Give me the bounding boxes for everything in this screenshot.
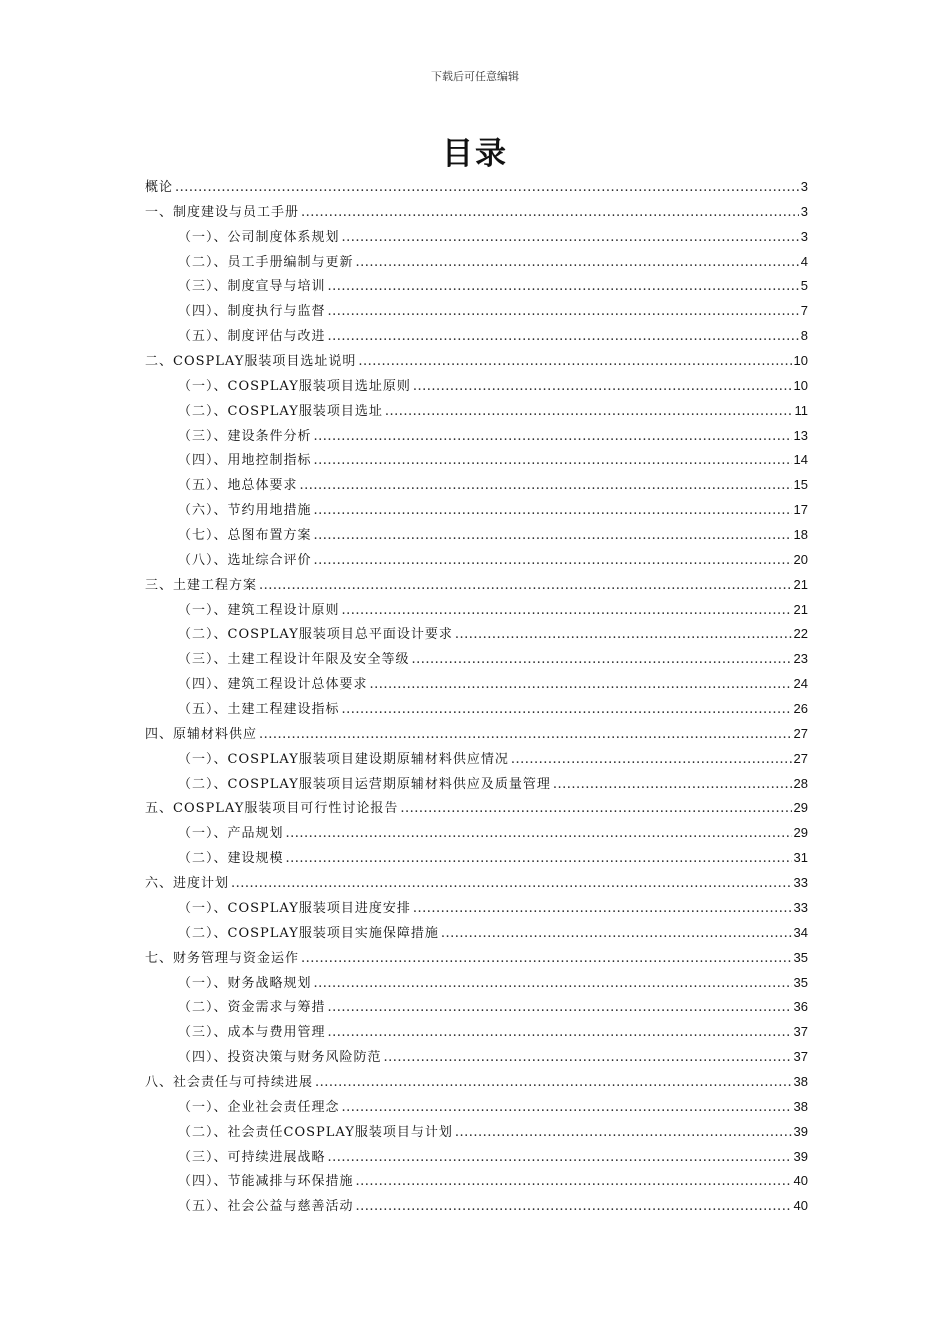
- toc-entry-label: 四、原辅材料供应: [145, 726, 258, 742]
- toc-entry[interactable]: [145, 647, 808, 672]
- toc-dot-leader: [300, 474, 792, 499]
- toc-entry-page-number: 8: [800, 328, 808, 344]
- toc-dot-leader: [315, 1071, 792, 1096]
- toc-entry-label: （三）、土建工程设计年限及安全等级: [178, 652, 410, 668]
- toc-entry-label: （四）、投资决策与财务风险防范: [178, 1050, 382, 1066]
- toc-dot-leader: [384, 1046, 792, 1071]
- toc-entry[interactable]: [145, 672, 808, 697]
- toc-entry-page-number: 27: [793, 750, 808, 766]
- toc-entry-page-number: 39: [793, 1123, 808, 1139]
- toc-dot-leader: [356, 1170, 792, 1195]
- toc-dot-leader: [441, 922, 792, 947]
- toc-entry-label: （一）、COSPLAY服装项目建设期原辅材料供应情况: [178, 751, 509, 767]
- toc-entry[interactable]: [145, 995, 808, 1020]
- toc-entry-page-number: 27: [793, 725, 808, 741]
- toc-dot-leader: [259, 574, 792, 599]
- toc-dot-leader: [455, 623, 792, 648]
- toc-dot-leader: [175, 176, 799, 201]
- toc-entry[interactable]: [145, 946, 808, 971]
- toc-entry-label: （二）、COSPLAY服装项目运营期原辅材料供应及质量管理: [178, 776, 551, 792]
- toc-dot-leader: [301, 947, 792, 972]
- toc-entry[interactable]: [145, 424, 808, 449]
- toc-dot-leader: [385, 400, 793, 425]
- toc-entry[interactable]: [145, 1095, 808, 1120]
- toc-entry[interactable]: [145, 697, 808, 722]
- toc-entry-page-number: 36: [793, 999, 808, 1015]
- toc-dot-leader: [553, 773, 792, 798]
- toc-dot-leader: [314, 425, 792, 450]
- toc-dot-leader: [328, 1146, 792, 1171]
- toc-entry-page-number: 5: [800, 278, 808, 294]
- toc-dot-leader: [314, 499, 792, 524]
- toc-entry-page-number: 15: [793, 477, 808, 493]
- toc-entry[interactable]: [145, 1070, 808, 1095]
- toc-dot-leader: [455, 1121, 792, 1146]
- toc-entry-page-number: 28: [793, 775, 808, 791]
- toc-entry-label: 六、进度计划: [145, 876, 230, 892]
- toc-entry-page-number: 14: [793, 452, 808, 468]
- toc-entry-label: （四）、用地控制指标: [178, 453, 312, 469]
- toc-dot-leader: [342, 698, 792, 723]
- toc-entry-page-number: 37: [793, 1024, 808, 1040]
- toc-dot-leader: [314, 972, 792, 997]
- toc-entry-page-number: 34: [793, 924, 808, 940]
- toc-entry-page-number: 29: [793, 825, 808, 841]
- toc-entry[interactable]: [145, 349, 808, 374]
- toc-entry[interactable]: [145, 473, 808, 498]
- toc-entry-label: 七、财务管理与资金运作: [145, 950, 300, 966]
- toc-entry-label: （六）、节约用地措施: [178, 503, 312, 519]
- toc-entry-label: （三）、制度宣导与培训: [178, 279, 326, 295]
- toc-entry-page-number: 3: [800, 203, 808, 219]
- toc-entry-page-number: 40: [793, 1198, 808, 1214]
- toc-entry-page-number: 3: [800, 179, 808, 194]
- toc-entry-label: 一、制度建设与员工手册: [145, 204, 300, 220]
- toc-entry[interactable]: [145, 1020, 808, 1045]
- toc-entry[interactable]: [145, 1145, 808, 1170]
- toc-entry-page-number: 33: [793, 899, 808, 915]
- toc-entry-label: （三）、可持续进展战略: [178, 1149, 326, 1165]
- toc-entry[interactable]: [145, 1120, 808, 1145]
- toc-dot-leader: [231, 872, 792, 897]
- toc-entry-page-number: 35: [793, 974, 808, 990]
- toc-dot-leader: [342, 1096, 792, 1121]
- toc-entry[interactable]: [145, 921, 808, 946]
- toc-entry[interactable]: [145, 971, 808, 996]
- toc-entry-page-number: 21: [793, 601, 808, 617]
- toc-dot-leader: [314, 449, 792, 474]
- toc-entry[interactable]: [145, 871, 808, 896]
- toc-dot-leader: [511, 748, 792, 773]
- toc-entry-label: （一）、产品规划: [178, 826, 284, 842]
- toc-entry-page-number: 10: [793, 353, 808, 369]
- toc-entry-label: （五）、地总体要求: [178, 478, 298, 494]
- toc-entry-label: （二）、建设规模: [178, 851, 284, 867]
- toc-entry-label: （四）、建筑工程设计总体要求: [178, 677, 368, 693]
- toc-dot-leader: [413, 375, 792, 400]
- toc-entry-label: （三）、建设条件分析: [178, 428, 312, 444]
- toc-dot-leader: [358, 350, 791, 375]
- toc-entry-page-number: 20: [793, 551, 808, 567]
- toc-entry[interactable]: [145, 846, 808, 871]
- toc-entry[interactable]: [145, 896, 808, 921]
- toc-entry-page-number: 39: [793, 1148, 808, 1164]
- toc-entry[interactable]: [145, 796, 808, 821]
- toc-entry-label: 五、COSPLAY服装项目可行性讨论报告: [145, 801, 399, 817]
- toc-entry-label: （八）、选址综合评价: [178, 552, 312, 568]
- toc-entry-page-number: 29: [793, 800, 808, 816]
- toc-dot-leader: [259, 723, 792, 748]
- toc-entry[interactable]: [145, 622, 808, 647]
- toc-dot-leader: [328, 1021, 792, 1046]
- toc-entry-page-number: 4: [800, 253, 808, 269]
- toc-entry[interactable]: [145, 1045, 808, 1070]
- toc-entry-label: 八、社会责任与可持续进展: [145, 1074, 314, 1090]
- toc-entry-label: （一）、建筑工程设计原则: [178, 602, 340, 618]
- toc-entry[interactable]: [145, 225, 808, 250]
- toc-entry-label: （一）、财务战略规划: [178, 975, 312, 991]
- toc-entry-label: （一）、公司制度体系规划: [178, 229, 340, 245]
- toc-entry-page-number: 18: [793, 527, 808, 543]
- toc-entry-label: （一）、COSPLAY服装项目选址原则: [178, 378, 411, 394]
- toc-entry[interactable]: [145, 598, 808, 623]
- toc-entry-label: （五）、制度评估与改进: [178, 329, 326, 345]
- toc-entry-page-number: 37: [793, 1049, 808, 1065]
- toc-entry[interactable]: [145, 573, 808, 598]
- toc-entry-page-number: 10: [793, 377, 808, 393]
- toc-dot-leader: [413, 897, 792, 922]
- toc-entry[interactable]: [145, 722, 808, 747]
- toc-dot-leader: [370, 673, 792, 698]
- toc-dot-leader: [356, 1195, 792, 1220]
- toc-entry-page-number: 13: [793, 427, 808, 443]
- toc-entry[interactable]: [145, 498, 808, 523]
- toc-entry-page-number: 40: [793, 1173, 808, 1189]
- toc-dot-leader: [342, 599, 792, 624]
- page-header-note: 下载后可任意编辑: [431, 70, 519, 83]
- toc-entry-label: 二、COSPLAY服装项目选址说明: [145, 354, 357, 370]
- toc-entry[interactable]: [145, 200, 808, 225]
- toc-entry-label: 三、土建工程方案: [145, 577, 258, 593]
- toc-entry-label: （一）、企业社会责任理念: [178, 1099, 340, 1115]
- toc-entry-label: （二）、COSPLAY服装项目选址: [178, 403, 383, 419]
- toc-dot-leader: [286, 822, 792, 847]
- toc-entry-page-number: 23: [793, 651, 808, 667]
- toc-entry[interactable]: [145, 274, 808, 299]
- toc-dot-leader: [328, 996, 792, 1021]
- toc-entry-label: （二）、员工手册编制与更新: [178, 254, 354, 270]
- table-of-contents: [145, 175, 808, 1219]
- page-title: 目录: [442, 136, 508, 172]
- toc-entry-label: （五）、土建工程建设指标: [178, 702, 340, 718]
- toc-dot-leader: [314, 524, 792, 549]
- toc-entry[interactable]: [145, 299, 808, 324]
- toc-dot-leader: [412, 648, 792, 673]
- toc-entry[interactable]: [145, 1194, 808, 1219]
- toc-dot-leader: [286, 847, 792, 872]
- toc-entry[interactable]: [145, 324, 808, 349]
- toc-entry-page-number: 24: [793, 676, 808, 692]
- toc-entry-page-number: 21: [793, 576, 808, 592]
- toc-dot-leader: [328, 325, 799, 350]
- toc-entry-page-number: 31: [793, 850, 808, 866]
- toc-entry[interactable]: [145, 448, 808, 473]
- toc-entry-page-number: 33: [793, 875, 808, 891]
- toc-entry-label: 概论: [145, 180, 174, 195]
- toc-entry-label: （四）、制度执行与监督: [178, 304, 326, 320]
- toc-entry-page-number: 7: [800, 303, 808, 319]
- toc-entry[interactable]: [145, 747, 808, 772]
- toc-entry-page-number: 11: [794, 402, 808, 418]
- toc-dot-leader: [301, 201, 799, 226]
- toc-dot-leader: [314, 549, 792, 574]
- toc-entry[interactable]: [145, 1169, 808, 1194]
- toc-entry[interactable]: [145, 250, 808, 275]
- toc-entry[interactable]: [145, 175, 808, 200]
- toc-entry-page-number: 26: [793, 701, 808, 717]
- toc-entry-label: （二）、社会责任COSPLAY服装项目与计划: [178, 1124, 453, 1140]
- toc-entry-label: （二）、COSPLAY服装项目总平面设计要求: [178, 627, 453, 643]
- toc-entry-label: （二）、资金需求与筹措: [178, 1000, 326, 1016]
- toc-entry[interactable]: [145, 374, 808, 399]
- toc-entry[interactable]: [145, 772, 808, 797]
- toc-dot-leader: [356, 251, 799, 276]
- toc-entry-label: （二）、COSPLAY服装项目实施保障措施: [178, 925, 439, 941]
- toc-dot-leader: [328, 300, 799, 325]
- toc-entry-label: （四）、节能减排与环保措施: [178, 1174, 354, 1190]
- toc-entry[interactable]: [145, 821, 808, 846]
- toc-entry-label: （五）、社会公益与慈善活动: [178, 1199, 354, 1215]
- toc-entry-page-number: 35: [793, 949, 808, 965]
- toc-dot-leader: [328, 275, 799, 300]
- toc-entry[interactable]: [145, 548, 808, 573]
- toc-entry-page-number: 22: [793, 626, 808, 642]
- toc-entry[interactable]: [145, 399, 808, 424]
- toc-dot-leader: [342, 226, 799, 251]
- toc-entry-label: （七）、总图布置方案: [178, 528, 312, 544]
- toc-entry-label: （三）、成本与费用管理: [178, 1025, 326, 1041]
- toc-entry-page-number: 38: [793, 1098, 808, 1114]
- toc-entry[interactable]: [145, 523, 808, 548]
- toc-entry-page-number: 3: [800, 228, 808, 244]
- toc-entry-page-number: 38: [793, 1073, 808, 1089]
- toc-entry-label: （一）、COSPLAY服装项目进度安排: [178, 900, 411, 916]
- toc-dot-leader: [400, 797, 791, 822]
- toc-entry-page-number: 17: [793, 502, 808, 518]
